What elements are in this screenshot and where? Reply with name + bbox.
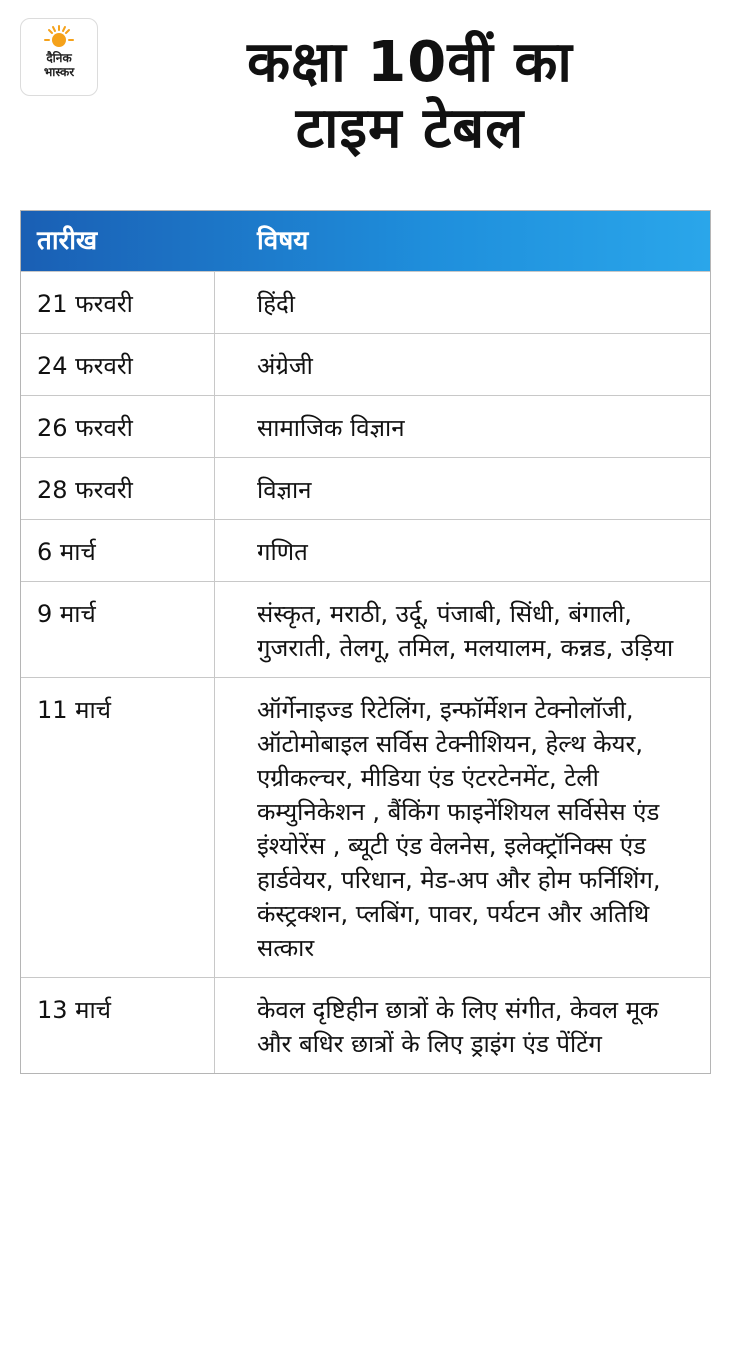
date-cell: 21 फरवरी [21,272,215,333]
title-line-2: टाइम टेबल [295,96,525,161]
logo-line-1: दैनिक [46,51,72,65]
table-row [21,271,710,333]
timetable [20,210,711,1074]
subject-cell: संस्कृत, मराठी, उर्दू, पंजाबी, सिंधी, बंगाली, गुजराती, तेलगू, तमिल, मलयालम, कन्नड, उड़िया [257,600,674,662]
date-cell: 26 फरवरी [21,396,215,457]
table-row [21,457,710,519]
date-cell: 24 फरवरी [21,334,215,395]
sun-icon [44,25,74,51]
table-row [21,519,710,581]
title-line-1: कक्षा 10वीं का [247,30,573,95]
header-subject: विषय [257,226,309,256]
date-cell: 13 मार्च [21,978,215,1073]
logo-line-2: भास्कर [43,65,75,79]
table-row [21,395,710,457]
date-cell: 11 मार्च [21,678,215,977]
subject-cell: केवल दृष्टिहीन छात्रों के लिए संगीत, केवल मूक और बधिर छात्रों के लिए ड्राइंग एंड पेंटिंग [257,996,659,1058]
table-row [21,333,710,395]
table-row [21,677,710,977]
table-header [21,211,710,271]
subject-cell: गणित [257,538,308,566]
dainik-bhaskar-logo [20,18,98,96]
subject-cell: ऑर्गेनाइज्ड रिटेलिंग, इन्फॉर्मेशन टेक्नोलॉजी, ऑटोमोबाइल सर्विस टेक्नीशियन, हेल्थ केयर, एग्रीकल्चर, मीडिया एंड एंटरटेनमेंट, टेली कम्युनिकेशन , बैंकिंग फाइनेंशियल सर्विसेस एंड इंश्योरेंस , ब्यूटी एंड वेलनेस, इलेक्ट्रॉनिक्स एंड हार्डवेयर, परिधान, मेड-अप और होम फर्निशिंग, कंस्ट्रक्शन, प्लबिंग, पावर, पर्यटन और अतिथि सत्कार [257,696,661,962]
header-date: तारीख [37,226,98,256]
subject-cell: विज्ञान [257,476,312,504]
page-title [110,30,710,162]
date-cell: 9 मार्च [21,582,215,677]
table-row [21,581,710,677]
subject-cell: अंग्रेजी [257,352,313,380]
date-cell: 6 मार्च [21,520,215,581]
subject-cell: हिंदी [257,290,295,318]
date-cell: 28 फरवरी [21,458,215,519]
subject-cell: सामाजिक विज्ञान [257,414,405,442]
table-row [21,977,710,1073]
